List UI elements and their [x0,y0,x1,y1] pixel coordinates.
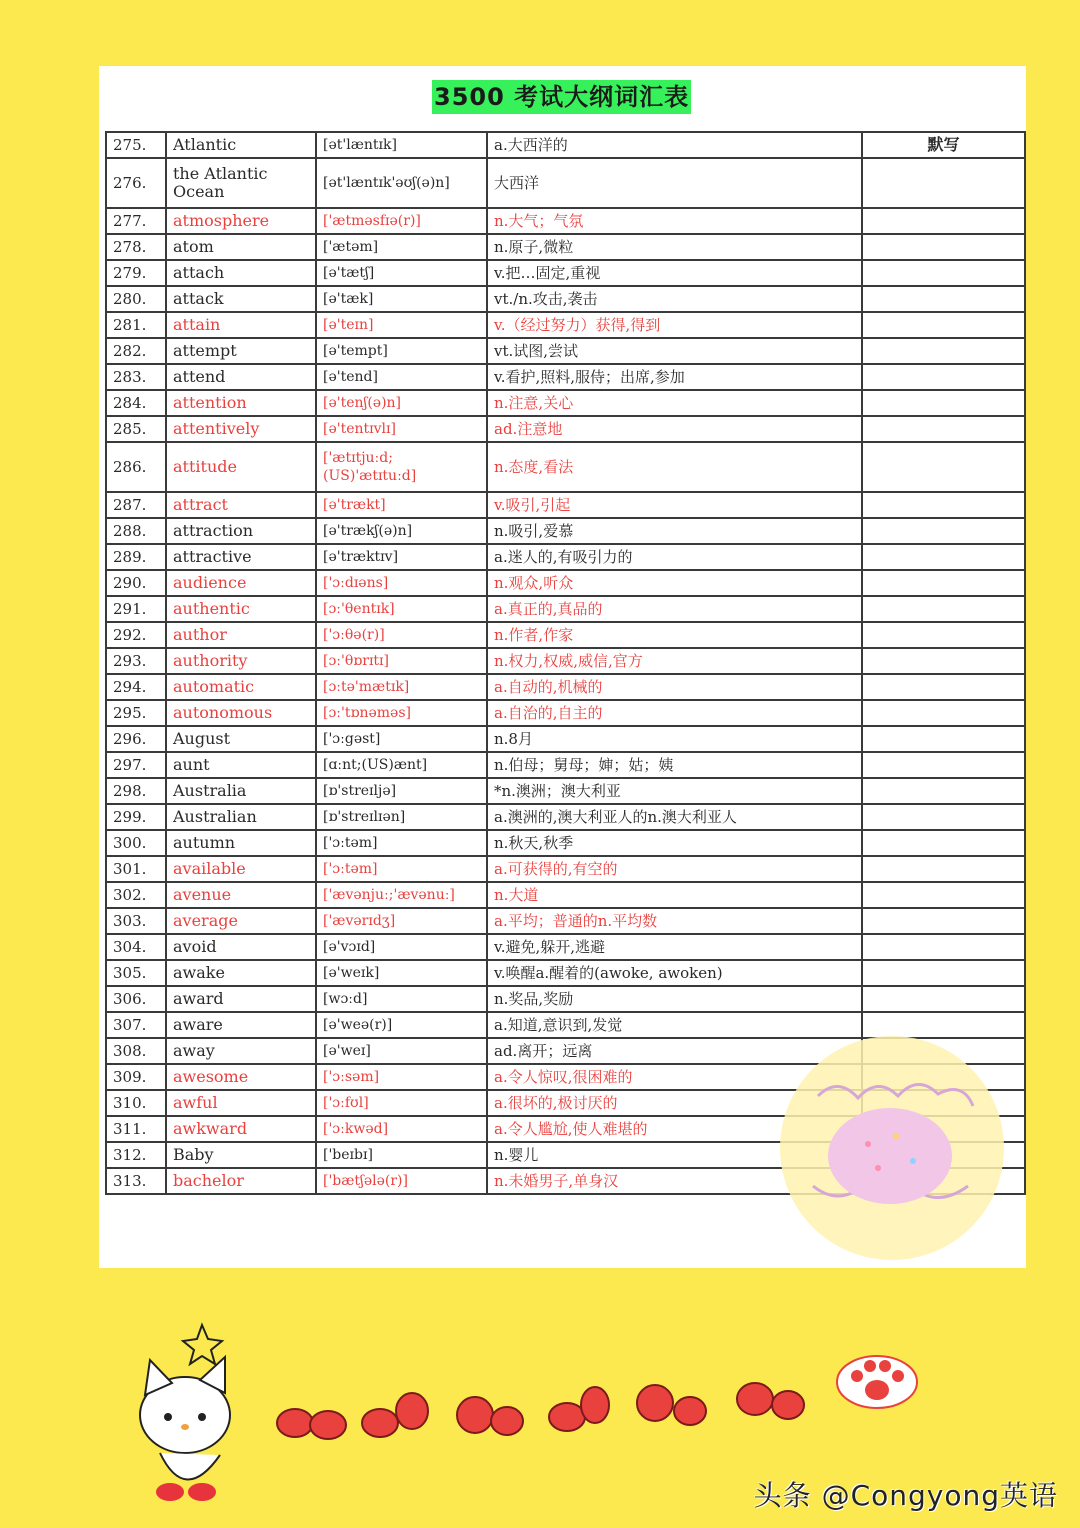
dictation-cell [862,622,1025,648]
meaning-cell: a.令人尴尬,使人难堪的 [487,1116,862,1142]
row-number: 279. [106,260,166,286]
meaning-cell: n.秋天,秋季 [487,830,862,856]
word-cell: Australia [166,778,316,804]
table-row [106,312,1025,338]
phonetic-cell: ['ætməsfɪə(r)] [316,208,487,234]
word-cell: award [166,986,316,1012]
phonetic-cell: [ə'tempt] [316,338,487,364]
phonetic-cell: [ə'trækʃ(ə)n] [316,518,487,544]
phonetic-cell: ['ɔːsəm] [316,1064,487,1090]
word-cell: attend [166,364,316,390]
word-cell: awesome [166,1064,316,1090]
row-number: 284. [106,390,166,416]
row-number: 291. [106,596,166,622]
row-number: 300. [106,830,166,856]
meaning-cell: n.奖品,奖励 [487,986,862,1012]
row-number: 275. [106,132,166,158]
phonetic-cell: [ə'vɔɪd] [316,934,487,960]
dictation-cell [862,752,1025,778]
meaning-cell: v.吸引,引起 [487,492,862,518]
word-cell: aunt [166,752,316,778]
row-number: 307. [106,1012,166,1038]
table-row [106,416,1025,442]
word-cell: avoid [166,934,316,960]
word-cell: atom [166,234,316,260]
dictation-cell [862,416,1025,442]
word-cell: bachelor [166,1168,316,1194]
phonetic-cell: ['ævənjuː;'ævənuː] [316,882,487,908]
word-cell: autonomous [166,700,316,726]
row-number: 280. [106,286,166,312]
word-cell: attention [166,390,316,416]
word-cell: August [166,726,316,752]
word-cell: automatic [166,674,316,700]
row-number: 278. [106,234,166,260]
dictation-cell [862,286,1025,312]
row-number: 295. [106,700,166,726]
phonetic-cell: ['ɔːθə(r)] [316,622,487,648]
meaning-cell: n.吸引,爱慕 [487,518,862,544]
row-number: 293. [106,648,166,674]
word-cell: autumn [166,830,316,856]
table-row [106,856,1025,882]
dictation-cell [862,158,1025,208]
meaning-cell: v.把…固定,重视 [487,260,862,286]
paw-icon [832,1350,922,1410]
dictation-cell [862,778,1025,804]
dictation-cell [862,674,1025,700]
dictation-cell [862,804,1025,830]
table-row [106,674,1025,700]
dictation-cell [862,260,1025,286]
row-number: 289. [106,544,166,570]
word-cell: awkward [166,1116,316,1142]
phonetic-cell: ['ɔːdɪəns] [316,570,487,596]
word-cell: aware [166,1012,316,1038]
meaning-cell: n.观众,听众 [487,570,862,596]
row-number: 286. [106,442,166,492]
row-number: 310. [106,1090,166,1116]
table-row [106,778,1025,804]
dictation-cell [862,1012,1025,1038]
meaning-cell: n.权力,权威,威信,官方 [487,648,862,674]
meaning-cell: v.避免,躲开,逃避 [487,934,862,960]
meaning-cell: n.大气；气氛 [487,208,862,234]
phonetic-cell: ['ætəm] [316,234,487,260]
row-number: 305. [106,960,166,986]
dictation-cell [862,830,1025,856]
word-cell: attraction [166,518,316,544]
meaning-cell: 大西洋 [487,158,862,208]
word-cell: audience [166,570,316,596]
table-row [106,752,1025,778]
phonetic-cell: [ə'træktɪv] [316,544,487,570]
page-title: 3500 考试大纲词汇表 [432,80,691,114]
phonetic-cell: [ə'weə(r)] [316,1012,487,1038]
meaning-cell: a.令人惊叹,很困难的 [487,1064,862,1090]
meaning-cell: n.8月 [487,726,862,752]
row-number: 297. [106,752,166,778]
dictation-cell [862,960,1025,986]
table-row [106,390,1025,416]
phonetic-cell: ['ɔːtəm] [316,830,487,856]
dictation-cell [862,908,1025,934]
dictation-cell [862,934,1025,960]
row-number: 298. [106,778,166,804]
meaning-cell: v.唤醒a.醒着的(awoke, awoken) [487,960,862,986]
row-number: 301. [106,856,166,882]
word-cell: Australian [166,804,316,830]
meaning-cell: v.看护,照料,服侍；出席,参加 [487,364,862,390]
watermark: 头条 @Congyong英语 [753,1479,1058,1512]
meaning-cell: a.真正的,真品的 [487,596,862,622]
table-row [106,1012,1025,1038]
dictation-cell [862,208,1025,234]
meaning-cell: a.平均；普通的n.平均数 [487,908,862,934]
table-row [106,648,1025,674]
cupcake-sticker [778,1036,1008,1261]
word-cell: attain [166,312,316,338]
phonetic-cell: ['ætɪtjuːd;(US)'ætɪtuːd] [316,442,487,492]
dictation-cell [862,492,1025,518]
meaning-cell: ad.离开；远离 [487,1038,862,1064]
row-number: 277. [106,208,166,234]
phonetic-cell: [ə'weɪ] [316,1038,487,1064]
word-cell: authority [166,648,316,674]
word-cell: Baby [166,1142,316,1168]
row-number: 299. [106,804,166,830]
word-cell: author [166,622,316,648]
phonetic-cell: [ɔːtə'mætɪk] [316,674,487,700]
table-row [106,986,1025,1012]
phonetic-cell: ['bætʃələ(r)] [316,1168,487,1194]
phonetic-cell: ['ɔːgəst] [316,726,487,752]
phonetic-cell: ['ævərɪdʒ] [316,908,487,934]
phonetic-cell: [ət'læntɪk'əʊʃ(ə)n] [316,158,487,208]
meaning-cell: *n.澳洲；澳大利亚 [487,778,862,804]
phonetic-cell: ['ɔːkwəd] [316,1116,487,1142]
dictation-cell [862,390,1025,416]
meaning-cell: n.作者,作家 [487,622,862,648]
meaning-cell: a.澳洲的,澳大利亚人的n.澳大利亚人 [487,804,862,830]
dictation-cell [862,882,1025,908]
dictation-cell [862,234,1025,260]
row-number: 285. [106,416,166,442]
dictation-cell [862,312,1025,338]
row-number: 287. [106,492,166,518]
phonetic-cell: [ə'tæk] [316,286,487,312]
row-number: 313. [106,1168,166,1194]
dictation-cell [862,726,1025,752]
table-row [106,544,1025,570]
phonetic-cell: [ə'trækt] [316,492,487,518]
row-number: 302. [106,882,166,908]
meaning-cell: a.知道,意识到,发觉 [487,1012,862,1038]
row-number: 288. [106,518,166,544]
row-number: 283. [106,364,166,390]
phonetic-cell: [ɒ'streɪljə] [316,778,487,804]
meaning-cell: vt.试图,尝试 [487,338,862,364]
phonetic-cell: [ət'læntɪk] [316,132,487,158]
meaning-cell: v.（经过努力）获得,得到 [487,312,862,338]
table-row [106,934,1025,960]
row-number: 296. [106,726,166,752]
dictation-cell [862,856,1025,882]
phonetic-cell: [ɒ'streɪlɪən] [316,804,487,830]
phonetic-cell: [ə'teɪn] [316,312,487,338]
table-row [106,338,1025,364]
meaning-cell: n.伯母；舅母；婶；姑；姨 [487,752,862,778]
table-row [106,286,1025,312]
dictation-cell [862,518,1025,544]
meaning-cell: a.自治的,自主的 [487,700,862,726]
row-number: 294. [106,674,166,700]
row-number: 303. [106,908,166,934]
phonetic-cell: [ə'tentɪvlɪ] [316,416,487,442]
row-number: 290. [106,570,166,596]
table-row [106,960,1025,986]
row-number: 306. [106,986,166,1012]
table-row [106,908,1025,934]
meaning-cell: n.婴儿 [487,1142,862,1168]
phonetic-cell: [ɑːnt;(US)ænt] [316,752,487,778]
dictation-cell [862,338,1025,364]
table-row [106,882,1025,908]
row-number: 276. [106,158,166,208]
dictation-cell [862,648,1025,674]
word-cell: attach [166,260,316,286]
word-cell: awful [166,1090,316,1116]
phonetic-cell: [ə'tend] [316,364,487,390]
word-cell: attract [166,492,316,518]
meaning-cell: n.未婚男子,单身汉 [487,1168,862,1194]
meaning-cell: n.原子,微粒 [487,234,862,260]
row-number: 292. [106,622,166,648]
cat-illustration [130,1315,255,1505]
row-number: 312. [106,1142,166,1168]
table-row [106,234,1025,260]
bow-decorations [270,1375,810,1455]
dictation-cell [862,364,1025,390]
dictation-header: 默写 [862,132,1025,158]
dictation-cell [862,596,1025,622]
table-row [106,442,1025,492]
row-number: 304. [106,934,166,960]
word-cell: average [166,908,316,934]
word-cell: away [166,1038,316,1064]
table-row [106,492,1025,518]
row-number: 282. [106,338,166,364]
meaning-cell: n.注意,关心 [487,390,862,416]
dictation-cell [862,442,1025,492]
phonetic-cell: [ɔː'θɒrɪtɪ] [316,648,487,674]
phonetic-cell: [ə'tenʃ(ə)n] [316,390,487,416]
dictation-cell [862,986,1025,1012]
dictation-cell [862,700,1025,726]
word-cell: attempt [166,338,316,364]
table-row [106,518,1025,544]
meaning-cell: a.大西洋的 [487,132,862,158]
phonetic-cell: ['beɪbɪ] [316,1142,487,1168]
meaning-cell: n.态度,看法 [487,442,862,492]
word-cell: available [166,856,316,882]
phonetic-cell: ['ɔːfʊl] [316,1090,487,1116]
table-row [106,364,1025,390]
word-cell: awake [166,960,316,986]
table-row [106,622,1025,648]
meaning-cell: a.很坏的,极讨厌的 [487,1090,862,1116]
word-cell: attitude [166,442,316,492]
row-number: 311. [106,1116,166,1142]
dictation-cell [862,570,1025,596]
word-cell: the Atlantic Ocean [166,158,316,208]
word-cell: avenue [166,882,316,908]
phonetic-cell: [wɔːd] [316,986,487,1012]
phonetic-cell: [ə'weɪk] [316,960,487,986]
table-row [106,830,1025,856]
table-row [106,570,1025,596]
dictation-cell [862,544,1025,570]
word-cell: attack [166,286,316,312]
phonetic-cell: ['ɔːtəm] [316,856,487,882]
table-row [106,726,1025,752]
meaning-cell: n.大道 [487,882,862,908]
table-row [106,260,1025,286]
phonetic-cell: [ɔː'θentɪk] [316,596,487,622]
table-row [106,158,1025,208]
phonetic-cell: [ɔː'tɒnəməs] [316,700,487,726]
word-cell: authentic [166,596,316,622]
table-row [106,804,1025,830]
word-cell: Atlantic [166,132,316,158]
word-cell: atmosphere [166,208,316,234]
meaning-cell: a.可获得的,有空的 [487,856,862,882]
meaning-cell: a.迷人的,有吸引力的 [487,544,862,570]
table-row [106,208,1025,234]
word-cell: attentively [166,416,316,442]
meaning-cell: ad.注意地 [487,416,862,442]
meaning-cell: vt./n.攻击,袭击 [487,286,862,312]
table-row [106,700,1025,726]
table-row [106,132,1025,158]
row-number: 281. [106,312,166,338]
row-number: 308. [106,1038,166,1064]
meaning-cell: a.自动的,机械的 [487,674,862,700]
row-number: 309. [106,1064,166,1090]
word-cell: attractive [166,544,316,570]
table-row [106,596,1025,622]
phonetic-cell: [ə'tætʃ] [316,260,487,286]
